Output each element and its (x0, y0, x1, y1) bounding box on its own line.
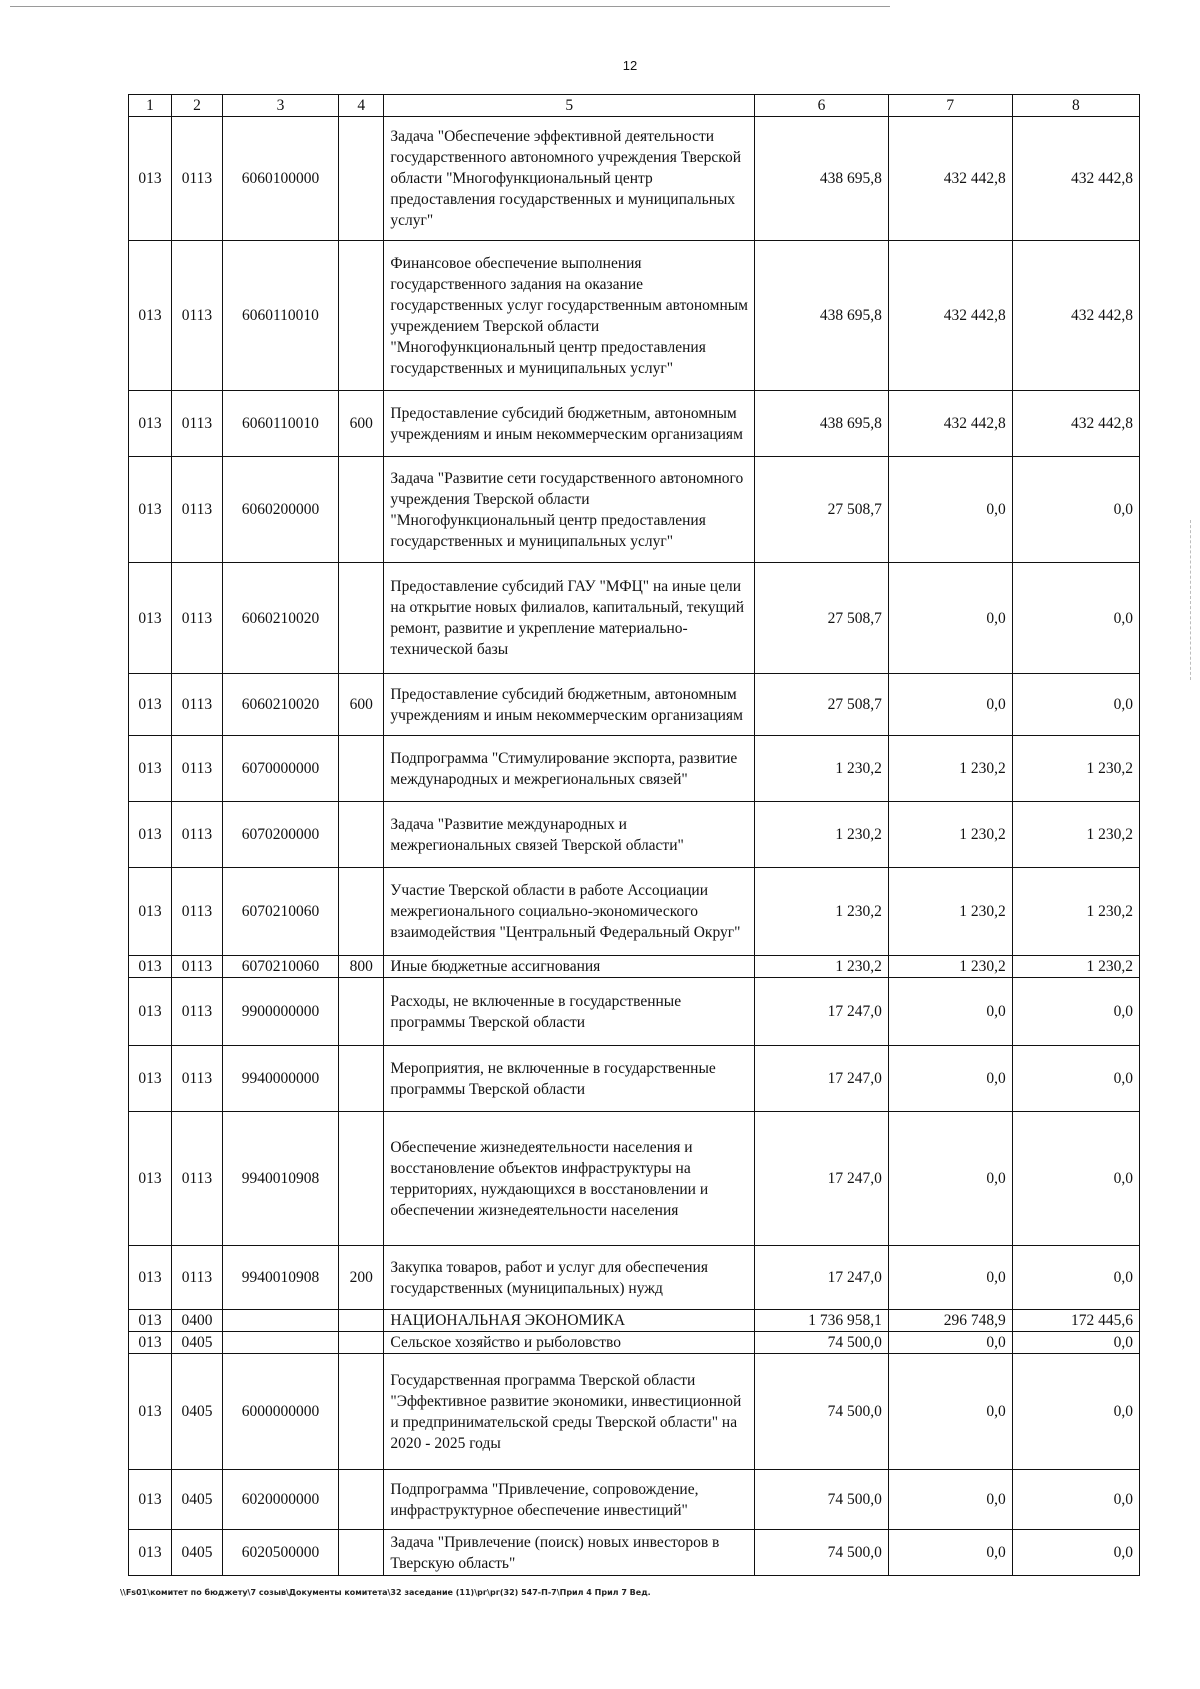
table-row (129, 1246, 1140, 1310)
amount-col8: 0,0 (1012, 1470, 1139, 1530)
table-row (129, 956, 1140, 978)
table-row (129, 391, 1140, 457)
ministry-code: 013 (129, 391, 172, 457)
item-description: Задача "Обеспечение эффективной деятельности государственного автономного учреждения Тверской области "Многофункциональный центр предоставления государственных и муниципальных услуг" (384, 117, 755, 241)
amount-col6: 438 695,8 (755, 117, 889, 241)
ministry-code: 013 (129, 674, 172, 736)
amount-col8: 0,0 (1012, 674, 1139, 736)
item-description: Иные бюджетные ассигнования (384, 956, 755, 978)
item-description: Подпрограмма "Стимулирование экспорта, развитие международных и межрегиональных связей" (384, 736, 755, 802)
item-description: Обеспечение жизнедеятельности населения и восстановление объектов инфраструктуры на территориях, нуждающихся в восстановлении и обеспечении жизнедеятельности населения (384, 1112, 755, 1246)
section-code: 0400 (172, 1310, 223, 1332)
item-description: Подпрограмма "Привлечение, сопровождение, инфраструктурное обеспечение инвестиций" (384, 1470, 755, 1530)
target-article-code: 9940000000 (222, 1046, 338, 1112)
section-code: 0113 (172, 736, 223, 802)
expense-type-code (339, 1354, 384, 1470)
file-path-footer: \\Fs01\комитет по бюджету\7 созыв\Документы комитета\32 заседание (11)\рг\рг(32) 547-П-7\Прил 4 Прил 7 Вед. (120, 1588, 651, 1597)
item-description: Сельское хозяйство и рыболовство (384, 1332, 755, 1354)
section-code: 0113 (172, 978, 223, 1046)
table-row (129, 457, 1140, 563)
column-header: 5 (384, 95, 755, 117)
budget-table (128, 94, 1140, 1576)
ministry-code: 013 (129, 1246, 172, 1310)
amount-col7: 0,0 (888, 457, 1012, 563)
target-article-code: 6070210060 (222, 868, 338, 956)
amount-col8: 1 230,2 (1012, 868, 1139, 956)
ministry-code: 013 (129, 1332, 172, 1354)
column-header: 2 (172, 95, 223, 117)
table-row (129, 1310, 1140, 1332)
section-code: 0405 (172, 1332, 223, 1354)
table-row (129, 736, 1140, 802)
column-header: 3 (222, 95, 338, 117)
target-article-code: 6060100000 (222, 117, 338, 241)
target-article-code (222, 1332, 338, 1354)
expense-type-code: 600 (339, 674, 384, 736)
column-header: 4 (339, 95, 384, 117)
column-header: 6 (755, 95, 889, 117)
amount-col6: 17 247,0 (755, 1112, 889, 1246)
amount-col7: 0,0 (888, 1246, 1012, 1310)
ministry-code: 013 (129, 736, 172, 802)
amount-col8: 0,0 (1012, 457, 1139, 563)
item-description: НАЦИОНАЛЬНАЯ ЭКОНОМИКА (384, 1310, 755, 1332)
amount-col8: 432 442,8 (1012, 117, 1139, 241)
amount-col7: 0,0 (888, 1046, 1012, 1112)
table-row (129, 563, 1140, 674)
scan-top-line (10, 6, 890, 7)
amount-col8: 0,0 (1012, 978, 1139, 1046)
section-code: 0405 (172, 1354, 223, 1470)
amount-col6: 74 500,0 (755, 1354, 889, 1470)
expense-type-code (339, 978, 384, 1046)
amount-col6: 1 230,2 (755, 956, 889, 978)
expense-type-code: 200 (339, 1246, 384, 1310)
amount-col6: 1 230,2 (755, 802, 889, 868)
amount-col8: 432 442,8 (1012, 241, 1139, 391)
expense-type-code (339, 1310, 384, 1332)
amount-col8: 172 445,6 (1012, 1310, 1139, 1332)
table-row (129, 1332, 1140, 1354)
amount-col7: 432 442,8 (888, 241, 1012, 391)
target-article-code: 6070210060 (222, 956, 338, 978)
amount-col8: 1 230,2 (1012, 802, 1139, 868)
section-code: 0113 (172, 241, 223, 391)
target-article-code: 6060110010 (222, 391, 338, 457)
table-row (129, 1354, 1140, 1470)
amount-col7: 296 748,9 (888, 1310, 1012, 1332)
ministry-code: 013 (129, 241, 172, 391)
amount-col7: 0,0 (888, 1332, 1012, 1354)
expense-type-code (339, 1332, 384, 1354)
amount-col6: 1 230,2 (755, 868, 889, 956)
item-description: Предоставление субсидий бюджетным, автономным учреждениям и иным некоммерческим организациям (384, 674, 755, 736)
ministry-code: 013 (129, 1310, 172, 1332)
amount-col7: 0,0 (888, 1530, 1012, 1576)
column-number-row (129, 95, 1140, 117)
ministry-code: 013 (129, 563, 172, 674)
amount-col6: 1 736 958,1 (755, 1310, 889, 1332)
target-article-code: 9900000000 (222, 978, 338, 1046)
item-description: Участие Тверской области в работе Ассоциации межрегионального социально-экономического взаимодействия "Центральный Федеральный Округ" (384, 868, 755, 956)
amount-col7: 0,0 (888, 563, 1012, 674)
section-code: 0405 (172, 1530, 223, 1576)
amount-col7: 0,0 (888, 1112, 1012, 1246)
ministry-code: 013 (129, 978, 172, 1046)
expense-type-code: 600 (339, 391, 384, 457)
target-article-code: 6060210020 (222, 563, 338, 674)
amount-col6: 74 500,0 (755, 1332, 889, 1354)
amount-col7: 0,0 (888, 1470, 1012, 1530)
section-code: 0113 (172, 563, 223, 674)
ministry-code: 013 (129, 1112, 172, 1246)
scan-margin-mark (1190, 520, 1191, 680)
amount-col6: 438 695,8 (755, 241, 889, 391)
target-article-code: 6020000000 (222, 1470, 338, 1530)
ministry-code: 013 (129, 956, 172, 978)
section-code: 0113 (172, 956, 223, 978)
amount-col7: 0,0 (888, 674, 1012, 736)
amount-col7: 1 230,2 (888, 802, 1012, 868)
table-row (129, 978, 1140, 1046)
section-code: 0113 (172, 1046, 223, 1112)
expense-type-code (339, 457, 384, 563)
amount-col7: 1 230,2 (888, 868, 1012, 956)
section-code: 0113 (172, 117, 223, 241)
amount-col6: 27 508,7 (755, 457, 889, 563)
table-row (129, 868, 1140, 956)
amount-col7: 432 442,8 (888, 117, 1012, 241)
amount-col6: 1 230,2 (755, 736, 889, 802)
expense-type-code (339, 117, 384, 241)
expense-type-code (339, 241, 384, 391)
amount-col7: 0,0 (888, 1354, 1012, 1470)
table-row (129, 1530, 1140, 1576)
amount-col6: 74 500,0 (755, 1470, 889, 1530)
expense-type-code (339, 1530, 384, 1576)
target-article-code: 6070200000 (222, 802, 338, 868)
ministry-code: 013 (129, 868, 172, 956)
expense-type-code (339, 1112, 384, 1246)
section-code: 0113 (172, 674, 223, 736)
amount-col6: 27 508,7 (755, 674, 889, 736)
amount-col6: 27 508,7 (755, 563, 889, 674)
amount-col8: 0,0 (1012, 563, 1139, 674)
target-article-code: 6060210020 (222, 674, 338, 736)
amount-col8: 0,0 (1012, 1530, 1139, 1576)
amount-col8: 0,0 (1012, 1046, 1139, 1112)
ministry-code: 013 (129, 1354, 172, 1470)
section-code: 0113 (172, 802, 223, 868)
table-row (129, 241, 1140, 391)
expense-type-code (339, 1046, 384, 1112)
amount-col6: 438 695,8 (755, 391, 889, 457)
section-code: 0113 (172, 391, 223, 457)
ministry-code: 013 (129, 1470, 172, 1530)
ministry-code: 013 (129, 457, 172, 563)
target-article-code: 9940010908 (222, 1246, 338, 1310)
target-article-code: 9940010908 (222, 1112, 338, 1246)
item-description: Закупка товаров, работ и услуг для обеспечения государственных (муниципальных) нужд (384, 1246, 755, 1310)
ministry-code: 013 (129, 1046, 172, 1112)
amount-col8: 432 442,8 (1012, 391, 1139, 457)
page-number: 12 (622, 58, 638, 73)
section-code: 0113 (172, 1246, 223, 1310)
item-description: Задача "Привлечение (поиск) новых инвесторов в Тверскую область" (384, 1530, 755, 1576)
expense-type-code: 800 (339, 956, 384, 978)
column-header: 8 (1012, 95, 1139, 117)
expense-type-code (339, 802, 384, 868)
table-row (129, 802, 1140, 868)
section-code: 0113 (172, 868, 223, 956)
target-article-code: 6070000000 (222, 736, 338, 802)
expense-type-code (339, 736, 384, 802)
ministry-code: 013 (129, 117, 172, 241)
section-code: 0113 (172, 457, 223, 563)
ministry-code: 013 (129, 802, 172, 868)
target-article-code (222, 1310, 338, 1332)
item-description: Мероприятия, не включенные в государственные программы Тверской области (384, 1046, 755, 1112)
amount-col7: 1 230,2 (888, 956, 1012, 978)
amount-col6: 17 247,0 (755, 978, 889, 1046)
amount-col8: 0,0 (1012, 1112, 1139, 1246)
expense-type-code (339, 563, 384, 674)
target-article-code: 6020500000 (222, 1530, 338, 1576)
item-description: Финансовое обеспечение выполнения государственного задания на оказание государственных услуг государственным автономным учреждением Тверской области "Многофункциональный центр предоставления государственных и муниципальных услуг" (384, 241, 755, 391)
target-article-code: 6060200000 (222, 457, 338, 563)
item-description: Государственная программа Тверской области "Эффективное развитие экономики, инвестиционной и предпринимательской среды Тверской области" на 2020 - 2025 годы (384, 1354, 755, 1470)
ministry-code: 013 (129, 1530, 172, 1576)
amount-col7: 432 442,8 (888, 391, 1012, 457)
column-header: 7 (888, 95, 1012, 117)
column-header: 1 (129, 95, 172, 117)
item-description: Задача "Развитие международных и межрегиональных связей Тверской области" (384, 802, 755, 868)
amount-col6: 74 500,0 (755, 1530, 889, 1576)
target-article-code: 6000000000 (222, 1354, 338, 1470)
table-row (129, 1046, 1140, 1112)
target-article-code: 6060110010 (222, 241, 338, 391)
item-description: Расходы, не включенные в государственные программы Тверской области (384, 978, 755, 1046)
amount-col8: 0,0 (1012, 1246, 1139, 1310)
table-row (129, 674, 1140, 736)
amount-col7: 1 230,2 (888, 736, 1012, 802)
item-description: Предоставление субсидий бюджетным, автономным учреждениям и иным некоммерческим организациям (384, 391, 755, 457)
section-code: 0113 (172, 1112, 223, 1246)
table-row (129, 1470, 1140, 1530)
amount-col8: 1 230,2 (1012, 736, 1139, 802)
amount-col6: 17 247,0 (755, 1046, 889, 1112)
amount-col6: 17 247,0 (755, 1246, 889, 1310)
expense-type-code (339, 1470, 384, 1530)
amount-col8: 0,0 (1012, 1354, 1139, 1470)
amount-col8: 1 230,2 (1012, 956, 1139, 978)
item-description: Предоставление субсидий ГАУ "МФЦ" на иные цели на открытие новых филиалов, капитальный, текущий ремонт, развитие и укрепление материально-технической базы (384, 563, 755, 674)
amount-col8: 0,0 (1012, 1332, 1139, 1354)
table-row (129, 1112, 1140, 1246)
table-row (129, 117, 1140, 241)
amount-col7: 0,0 (888, 978, 1012, 1046)
expense-type-code (339, 868, 384, 956)
section-code: 0405 (172, 1470, 223, 1530)
item-description: Задача "Развитие сети государственного автономного учреждения Тверской области "Многофункциональный центр предоставления государственных и муниципальных услуг" (384, 457, 755, 563)
